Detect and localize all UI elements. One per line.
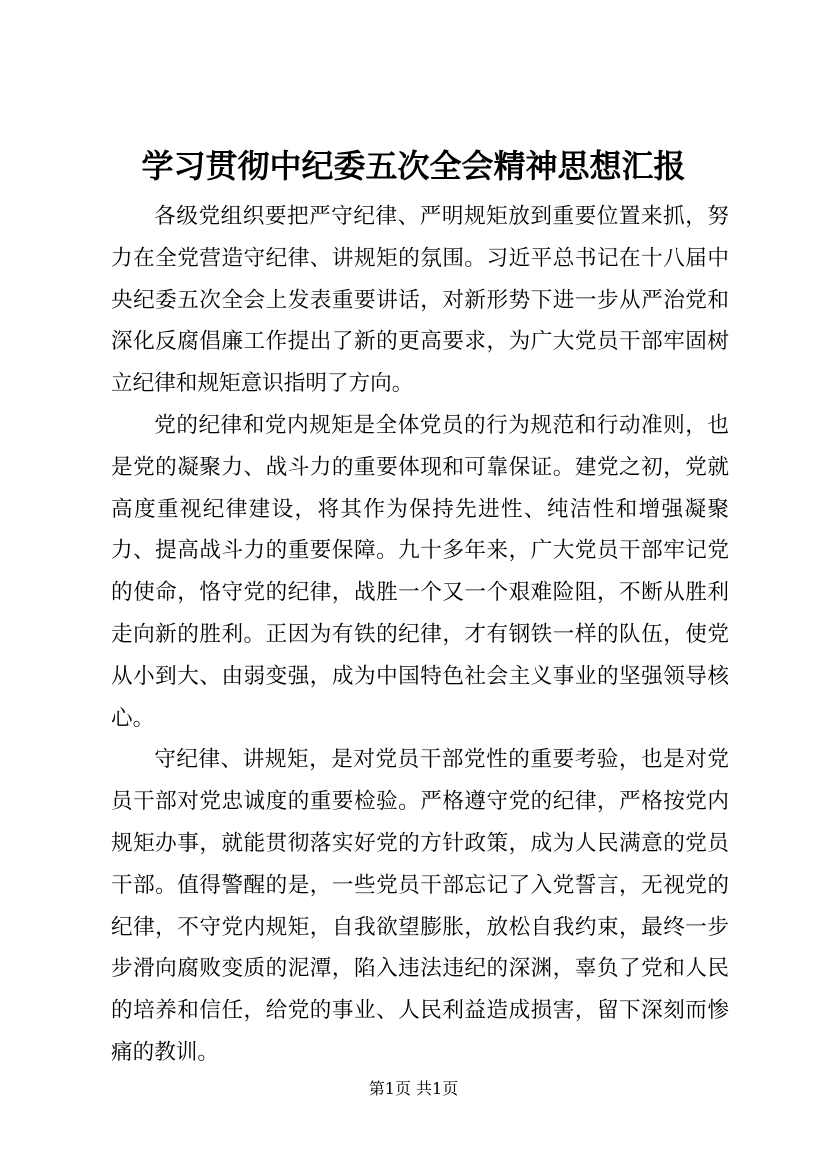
paragraph-1: 各级党组织要把严守纪律、严明规矩放到重要位置来抓，努力在全党营造守纪律、讲规矩的氛围。习近平总书记在十八届中央纪委五次全会上发表重要讲话，对新形势下进一步从严治党和深化反腐倡廉工作提出了新的更高要求，为广大党员干部牢固树立纪律和规矩意识指明了方向。	[111, 204, 729, 397]
paragraph-2: 党的纪律和党内规矩是全体党员的行为规范和行动准则，也是党的凝聚力、战斗力的重要体现和可靠保证。建党之初，党就高度重视纪律建设，将其作为保持先进性、纯洁性和增强凝聚力、提高战斗力的重要保障。九十多年来，广大党员干部牢记党的使命，恪守党的纪律，战胜一个又一个艰难险阻，不断从胜利走向新的胜利。正因为有铁的纪律，才有钢铁一样的队伍，使党从小到大、由弱变强，成为中国特色社会主义事业的坚强领导核心。	[111, 412, 729, 731]
page-number-footer: 第1页 共1页	[368, 1079, 459, 1098]
document-title: 学习贯彻中纪委五次全会精神思想汇报	[141, 147, 686, 185]
paragraph-3: 守纪律、讲规矩，是对党员干部党性的重要考验，也是对党员干部对党忠诚度的重要检验。严格遵守党的纪律，严格按党内规矩办事，就能贯彻落实好党的方针政策，成为人民满意的党员干部。值得警醒的是，一些党员干部忘记了入党誓言，无视党的纪律，不守党内规矩，自我欲望膨胀，放松自我约束，最终一步步滑向腐败变质的泥潭，陷入违法违纪的深渊，辜负了党和人民的培养和信任，给党的事业、人民利益造成损害，留下深刻而惨痛的教训。	[111, 747, 729, 1065]
document-body	[111, 196, 729, 1074]
